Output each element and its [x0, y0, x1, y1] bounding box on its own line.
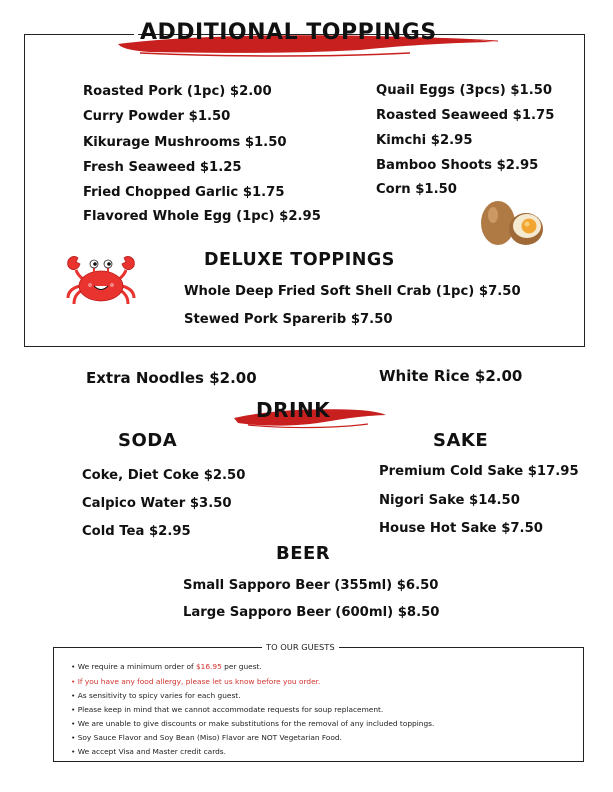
- sake-item: Premium Cold Sake $17.95: [379, 464, 579, 479]
- deluxe-title: DELUXE TOPPINGS: [204, 250, 395, 270]
- soda-item: Calpico Water $3.50: [82, 496, 232, 511]
- guest-note-allergy: • If you have any food allergy, please let us know before you order.: [71, 677, 321, 686]
- soda-item: Coke, Diet Coke $2.50: [82, 468, 246, 483]
- sake-item: House Hot Sake $7.50: [379, 521, 543, 536]
- drink-title: DRINK: [256, 398, 331, 422]
- sake-title: SAKE: [433, 430, 489, 451]
- guest-note: • Soy Sauce Flavor and Soy Bean (Miso) Flavor are NOT Vegetarian Food.: [71, 733, 342, 742]
- crab-icon: [64, 252, 138, 308]
- topping-item: Fried Chopped Garlic $1.75: [83, 185, 285, 200]
- beer-item: Large Sapporo Beer (600ml) $8.50: [183, 605, 440, 620]
- soda-item: Cold Tea $2.95: [82, 524, 191, 539]
- guest-note: • We accept Visa and Master credit cards.: [71, 747, 227, 756]
- deluxe-item: Whole Deep Fried Soft Shell Crab (1pc) $7.50: [184, 284, 521, 299]
- beer-title: BEER: [276, 543, 331, 564]
- topping-item: Roasted Pork (1pc) $2.00: [83, 84, 272, 99]
- guests-title: TO OUR GUESTS: [262, 642, 339, 652]
- topping-item: Kimchi $2.95: [376, 133, 473, 148]
- toppings-title: ADDITIONAL TOPPINGS: [140, 20, 437, 45]
- topping-item: Kikurage Mushrooms $1.50: [83, 135, 287, 150]
- topping-item: Roasted Seaweed $1.75: [376, 108, 555, 123]
- title-gap-mask: [134, 32, 138, 36]
- guest-note-text: per guest.: [221, 662, 262, 671]
- topping-item: Fresh Seaweed $1.25: [83, 160, 242, 175]
- deluxe-item: Stewed Pork Sparerib $7.50: [184, 312, 393, 327]
- topping-item: Flavored Whole Egg (1pc) $2.95: [83, 209, 321, 224]
- topping-item: Corn $1.50: [376, 182, 457, 197]
- guest-note-text: • We require a minimum order of: [71, 662, 196, 671]
- boiled-egg-icon: [476, 195, 548, 251]
- topping-item: Curry Powder $1.50: [83, 109, 231, 124]
- min-order-amount: $16.95: [195, 662, 222, 671]
- sake-item: Nigori Sake $14.50: [379, 493, 520, 508]
- topping-item: Bamboo Shoots $2.95: [376, 158, 539, 173]
- guest-note: [71, 662, 262, 671]
- guest-note: • Please keep in mind that we cannot accommodate requests for soup replacement.: [71, 705, 384, 714]
- soda-title: SODA: [118, 430, 178, 451]
- topping-item: Quail Eggs (3pcs) $1.50: [376, 83, 553, 98]
- guest-note: • We are unable to give discounts or make substitutions for the removal of any included toppings.: [71, 719, 435, 728]
- extra-noodles: Extra Noodles $2.00: [86, 369, 257, 387]
- white-rice: White Rice $2.00: [379, 367, 523, 385]
- beer-item: Small Sapporo Beer (355ml) $6.50: [183, 578, 439, 593]
- guest-note: • As sensitivity to spicy varies for each guest.: [71, 691, 241, 700]
